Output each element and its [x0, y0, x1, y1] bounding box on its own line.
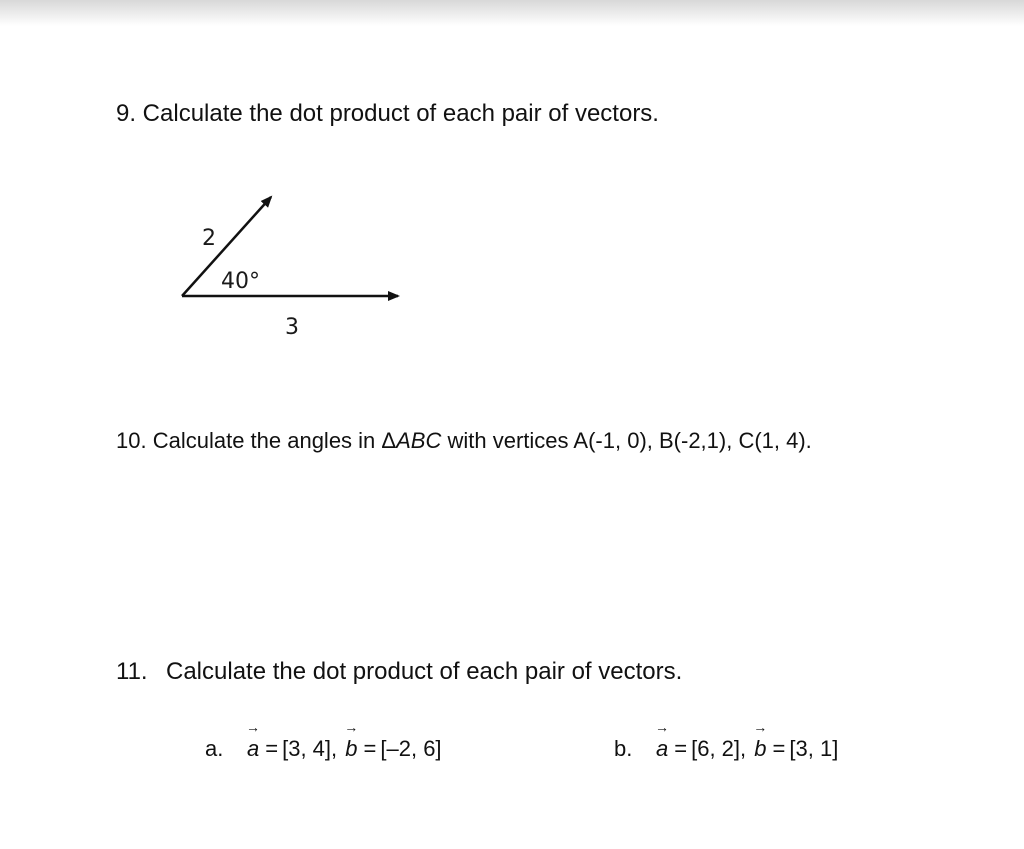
question-10: [116, 428, 812, 454]
vector-a: [245, 719, 261, 762]
question-text-before: Calculate the angles in: [146, 428, 382, 453]
vector-b: [343, 719, 359, 762]
question-text-after: with vertices A(-1, 0), B(-2,1), C(1, 4).: [441, 428, 812, 453]
question-9: [116, 100, 659, 128]
part-b: [614, 719, 839, 762]
part-a: [205, 719, 442, 762]
part-label: b.: [614, 736, 633, 761]
vector-arrow-icon: →: [246, 719, 260, 735]
equals-sign: =: [265, 736, 279, 761]
question-11: [116, 658, 682, 686]
vector-b: [752, 719, 768, 762]
vector-value: [3, 1]: [789, 736, 839, 761]
angle-diagram: [170, 185, 420, 345]
angle-label: 40°: [221, 269, 260, 294]
side-label-horizontal: 3: [285, 315, 299, 340]
question-text: Calculate the dot product of each pair of vectors.: [136, 100, 659, 127]
question-text: Calculate the dot product of each pair of vectors.: [166, 658, 683, 685]
side-label-slanted: 2: [202, 226, 216, 251]
question-number: 11.: [116, 658, 148, 685]
equals-sign: =: [674, 736, 688, 761]
vector-arrow-icon: →: [344, 719, 359, 735]
question-number: 9.: [116, 100, 137, 127]
equals-sign: =: [363, 736, 377, 761]
vector-value: [3, 4],: [282, 736, 338, 761]
vector-value: [6, 2],: [691, 736, 747, 761]
vector-name: a: [247, 736, 260, 761]
vector-arrow-icon: →: [655, 719, 669, 735]
top-shadow: [0, 0, 1024, 26]
vector-a: [654, 719, 670, 762]
vector-name: b: [345, 736, 358, 761]
vector-name: a: [656, 736, 669, 761]
equals-sign: =: [772, 736, 786, 761]
triangle-symbol: Δ: [381, 428, 397, 453]
triangle-name: ABC: [396, 428, 442, 453]
part-label: a.: [205, 736, 224, 761]
vector-name: b: [754, 736, 767, 761]
triangle-label: [381, 428, 441, 453]
vector-arrow-icon: →: [753, 719, 768, 735]
question-number: 10.: [116, 428, 147, 453]
vector-value: [–2, 6]: [380, 736, 442, 761]
